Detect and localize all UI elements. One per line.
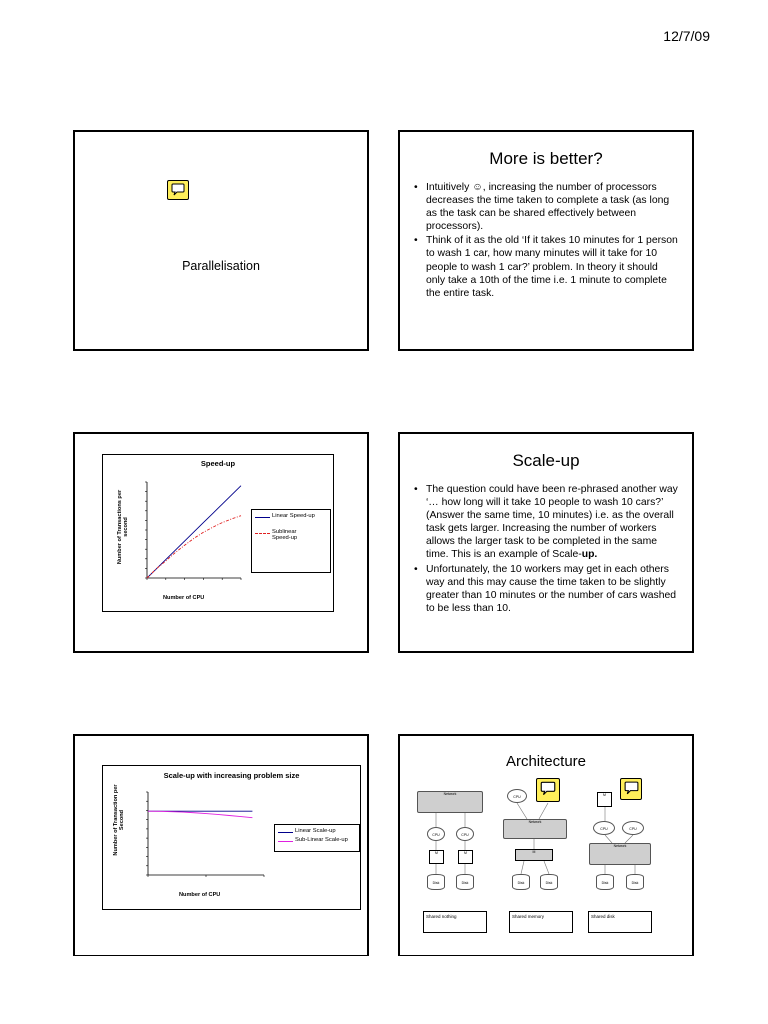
memory-node: M bbox=[515, 849, 553, 861]
caption-shared-nothing: Shared nothing bbox=[423, 911, 487, 933]
chart-axes bbox=[148, 792, 264, 875]
legend-item-linear bbox=[275, 828, 359, 834]
series-line-2 bbox=[148, 811, 252, 818]
memory-node: M bbox=[458, 850, 473, 864]
slide-title: Architecture bbox=[505, 753, 587, 770]
slide-title: Scale-up bbox=[512, 451, 580, 470]
network-box: Network bbox=[503, 819, 567, 839]
disk-node: Disk bbox=[512, 874, 530, 890]
slide-title: Parallelisation bbox=[182, 259, 260, 273]
series-line-2 bbox=[147, 516, 241, 578]
page-date: 12/7/09 bbox=[663, 28, 710, 44]
x-axis-label: Number of CPU bbox=[163, 595, 205, 601]
legend-label: Linear Speed-up bbox=[272, 513, 315, 519]
cpu-node: CPU bbox=[593, 821, 615, 835]
legend-item-linear bbox=[252, 513, 330, 519]
series-line-1 bbox=[147, 486, 241, 578]
y-axis-label: Number of Transactions per second bbox=[117, 489, 129, 565]
slide-scale-up bbox=[398, 432, 694, 653]
slide-speedup-chart bbox=[73, 432, 369, 653]
cpu-node: CPU bbox=[507, 789, 527, 803]
bullet-list bbox=[413, 483, 679, 615]
chart-title: Speed-up bbox=[200, 459, 236, 468]
x-axis-label: Number of CPU bbox=[179, 892, 221, 898]
disk-node: Disk bbox=[626, 874, 644, 890]
legend-item-sublinear bbox=[252, 529, 312, 541]
legend-label: Linear Scale-up bbox=[295, 828, 336, 834]
disk-node: Disk bbox=[540, 874, 558, 890]
disk-node: Disk bbox=[456, 874, 474, 890]
disk-node: Disk bbox=[596, 874, 614, 890]
slide-parallelisation bbox=[73, 130, 369, 351]
slide-more-is-better bbox=[398, 130, 694, 351]
caption-shared-disk: Shared disk bbox=[588, 911, 652, 933]
chart-legend bbox=[274, 824, 360, 852]
legend-label: Sub-Linear Scale-up bbox=[295, 837, 348, 843]
memory-node: M bbox=[429, 850, 444, 864]
network-box: Network bbox=[417, 791, 483, 813]
bullet-list bbox=[413, 181, 679, 300]
note-icon[interactable] bbox=[167, 180, 189, 200]
chart-frame bbox=[102, 454, 334, 612]
disk-node: Disk bbox=[427, 874, 445, 890]
legend-item-sublinear bbox=[275, 837, 359, 843]
chart-title: Scale-up with increasing problem size bbox=[163, 771, 300, 780]
slide-architecture bbox=[398, 734, 694, 956]
bullet-item: • Think of it as the old ‘If it takes 10 minutes for 1 person to wash 1 car, how many minutes will it take for 10 people to wash 1 car?’ problem. In theory it should only take a 10th of the time i.e. 1 minute to complete the entire task. bbox=[413, 234, 679, 299]
chart-legend bbox=[251, 509, 331, 573]
bullet-item: • Intuitively ☺, increasing the number of processors decreases the time taken to complete a task (as long as the task can be shared effectively between processors). bbox=[413, 181, 679, 233]
slide-title: More is better? bbox=[489, 149, 603, 168]
cpu-node: CPU bbox=[427, 827, 445, 841]
bullet-item: • Unfortunately, the 10 workers may get in each others way and this may cause the time taken to be slightly greater than 10 minutes or the number of cars washed to be less than 10. bbox=[413, 563, 679, 615]
memory-node: M bbox=[597, 792, 612, 807]
caption-shared-memory: Shared memory bbox=[509, 911, 573, 933]
y-axis-label: Number of Transaction per Second bbox=[113, 784, 125, 856]
cpu-node: CPU bbox=[622, 821, 644, 835]
slide-scaleup-chart bbox=[73, 734, 369, 956]
legend-label: Sublinear Speed-up bbox=[272, 529, 298, 541]
bullet-item: • The question could have been re-phrased another way ‘… how long will it take 10 people to wash 10 cars?’ (Answer the same time, 10 minutes) i.e. as the overall task gets larger. Increasing the number of workers allows the larger task to be completed in the same time. This is an example of Scale-up. bbox=[413, 483, 679, 562]
chart-frame bbox=[102, 765, 361, 910]
network-box: Network bbox=[589, 843, 651, 865]
cpu-node: CPU bbox=[456, 827, 474, 841]
